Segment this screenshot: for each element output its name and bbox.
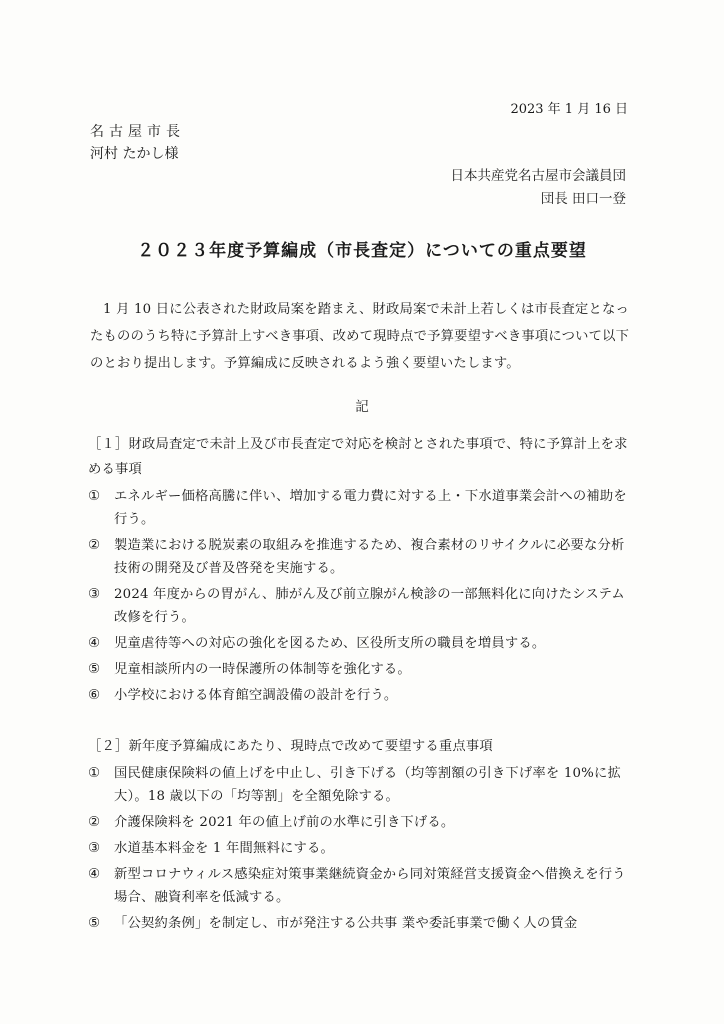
item-number: ① <box>88 489 100 504</box>
item-text: 水道基本料金を 1 年間無料にする。 <box>114 841 334 856</box>
list-item <box>88 583 636 629</box>
item-number: ③ <box>88 841 100 856</box>
list-item <box>88 485 636 531</box>
section-2 <box>88 734 636 935</box>
sender-organization: 日本共産党名古屋市会議員団 <box>450 168 626 184</box>
document-title: ２０２３年度予算編成（市長査定）についての重点要望 <box>137 241 587 261</box>
recipient-name: 河村 たかし様 <box>90 146 179 162</box>
item-text: 国民健康保険料の値上げを中止し、引き下げる（均等割額の引き下げ率を 10%に拡大）。18 歳以下の「均等割」を全額免除する。 <box>114 766 621 804</box>
item-text: 新型コロナウィルス感染症対策事業継続資金から同対策経営支援資金へ借換えを行う場合、融資利率を低減する。 <box>114 867 626 905</box>
list-item <box>88 811 636 834</box>
item-number: ⑤ <box>88 662 100 677</box>
item-text: 児童相談所内の一時保護所の体制等を強化する。 <box>114 662 411 677</box>
item-text: エネルギー価格高騰に伴い、増加する電力費に対する上・下水道事業会計への補助を行う。 <box>114 489 627 527</box>
document-date: 2023 年 1 月 16 日 <box>510 102 628 117</box>
section-1-heading: ［１］財政局査定で未計上及び市長査定で対応を検討とされた事項で、特に予算計上を求める事項 <box>88 437 628 477</box>
section-1 <box>88 432 636 707</box>
list-item <box>88 658 636 681</box>
list-item <box>88 912 636 935</box>
sender-leader: 団長 田口一登 <box>540 191 626 207</box>
list-item <box>88 837 636 860</box>
intro-paragraph: 1 月 10 日に公表された財政局案を踏まえ、財政局案で未計上若しくは市長査定となったもののうち特に予算計上すべき事項、改めて現時点で予算要望すべき事項について以下のとおり提出します。予算編成に反映されるよう強く要望いたします。 <box>90 302 630 371</box>
item-text: 2024 年度からの胃がん、肺がん及び前立腺がん検診の一部無料化に向けたシステム改修を行う。 <box>114 587 625 625</box>
section-2-heading: ［２］新年度予算編成にあたり、現時点で改めて要望する重点事項 <box>88 739 493 754</box>
item-number: ② <box>88 815 100 830</box>
list-item <box>88 534 636 580</box>
item-number: ④ <box>88 636 100 651</box>
item-text: 小学校における体育館空調設備の設計を行う。 <box>114 688 398 703</box>
item-text: 「公契約条例」を制定し、市が発注する公共事 業や委託事業で働く人の賃金 <box>114 916 578 931</box>
recipient-title: 名古屋市長 <box>90 124 185 140</box>
item-number: ⑥ <box>88 688 100 703</box>
recipient-block <box>90 121 185 165</box>
item-number: ① <box>88 766 100 781</box>
ki-marker: 記 <box>355 399 369 415</box>
list-item <box>88 684 636 707</box>
item-text: 製造業における脱炭素の取組みを推進するため、複合素材のリサイクルに必要な分析技術の開発及び普及啓発を実施する。 <box>114 538 625 576</box>
list-item <box>88 863 636 909</box>
list-item <box>88 632 636 655</box>
item-text: 介護保険料を 2021 年の値上げ前の水準に引き下げる。 <box>114 815 455 830</box>
item-number: ② <box>88 538 100 553</box>
list-item <box>88 762 636 808</box>
sender-block <box>451 165 627 211</box>
item-number: ③ <box>88 587 100 602</box>
item-text: 児童虐待等への対応の強化を図るため、区役所支所の職員を増員する。 <box>114 636 546 651</box>
item-number: ⑤ <box>88 916 100 931</box>
item-number: ④ <box>88 867 100 882</box>
